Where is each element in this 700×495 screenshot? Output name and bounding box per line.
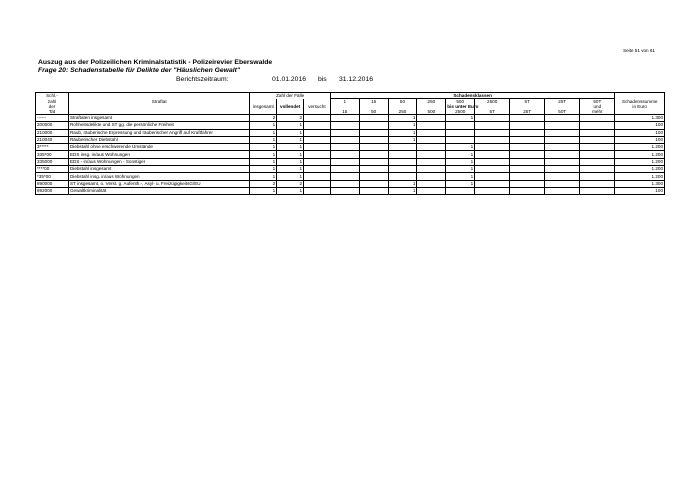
- cell-insgesamt: 1: [250, 158, 277, 165]
- date-bis: bis: [318, 76, 327, 83]
- cell-class-count: [388, 166, 417, 173]
- cell-class-count: 1: [388, 180, 417, 187]
- date-to: 31.12.2016: [339, 76, 374, 83]
- cell-class-count: [545, 151, 580, 158]
- cell-class-count: [545, 166, 580, 173]
- to-value: 50T: [545, 109, 580, 115]
- table-row: [36, 129, 665, 136]
- table-row: [36, 180, 665, 187]
- header-schadenssumme-2: in Euro: [615, 104, 665, 109]
- table-row: [36, 115, 665, 122]
- cell-code: ****00: [36, 166, 69, 173]
- cell-class-count: [388, 151, 417, 158]
- cell-class-count: 1: [446, 151, 475, 158]
- cell-class-count: [545, 115, 580, 122]
- cell-class-count: [475, 151, 510, 158]
- cell-vollendet: 1: [277, 136, 304, 143]
- cell-class-count: [330, 129, 359, 136]
- cell-class-count: [359, 122, 388, 129]
- header-insgesamt: insgesamt: [250, 104, 277, 109]
- cell-code: 892000: [36, 187, 69, 194]
- cell-straftat: Gewaltkriminalität: [68, 187, 249, 194]
- table-row: [36, 166, 665, 173]
- cell-class-count: [580, 187, 615, 194]
- cell-class-count: 1: [388, 136, 417, 143]
- table-header: [36, 93, 665, 115]
- cell-class-count: 1: [446, 166, 475, 173]
- cell-versucht: [304, 144, 331, 151]
- cell-class-count: [359, 158, 388, 165]
- header-versucht: versucht: [304, 104, 331, 109]
- cell-class-count: [545, 173, 580, 180]
- from-value: 5T: [510, 99, 545, 105]
- table-body: [36, 115, 665, 195]
- cell-insgesamt: 1: [250, 122, 277, 129]
- cell-insgesamt: 1: [250, 129, 277, 136]
- header-bis-unter-euro: bis unter Euro: [447, 104, 479, 109]
- cell-vollendet: 1: [277, 173, 304, 180]
- cell-insgesamt: 1: [250, 151, 277, 158]
- header-schl-1: Schl.-: [36, 93, 69, 99]
- cell-schadenssumme: 1.200: [615, 173, 665, 180]
- to-value: 250: [388, 109, 417, 115]
- cell-class-count: [446, 122, 475, 129]
- cell-straftat: Räuberischer Diebstahl: [68, 136, 249, 143]
- to-value: 25T: [510, 109, 545, 115]
- cell-insgesamt: 2: [250, 115, 277, 122]
- cell-schadenssumme: 100: [615, 187, 665, 194]
- to-value: 15: [330, 109, 359, 115]
- cell-class-count: [417, 144, 446, 151]
- cell-class-count: [359, 166, 388, 173]
- cell-class-count: [580, 136, 615, 143]
- cell-versucht: [304, 122, 331, 129]
- cell-versucht: [304, 129, 331, 136]
- cell-class-count: [475, 122, 510, 129]
- cell-code: 210000: [36, 129, 69, 136]
- header-und: und: [580, 104, 615, 109]
- cell-class-count: [510, 180, 545, 187]
- cell-class-count: [417, 166, 446, 173]
- cell-class-count: [545, 136, 580, 143]
- cell-vollendet: 1: [277, 158, 304, 165]
- cell-straftat: Diebstahl ohne erschwerende Umstände: [68, 144, 249, 151]
- cell-class-count: [330, 136, 359, 143]
- cell-versucht: [304, 187, 331, 194]
- cell-class-count: [545, 129, 580, 136]
- cell-class-count: [545, 158, 580, 165]
- cell-class-count: [510, 144, 545, 151]
- cell-code: 890000: [36, 180, 69, 187]
- cell-vollendet: 1: [277, 151, 304, 158]
- cell-class-count: [417, 136, 446, 143]
- cell-class-count: [475, 173, 510, 180]
- cell-class-count: [510, 151, 545, 158]
- cell-code: 200000: [36, 122, 69, 129]
- cell-schadenssumme: 100: [615, 122, 665, 129]
- cell-versucht: [304, 151, 331, 158]
- cell-class-count: 1: [446, 173, 475, 180]
- cell-schadenssumme: 1.200: [615, 158, 665, 165]
- cell-schadenssumme: 1.200: [615, 144, 665, 151]
- cell-versucht: [304, 180, 331, 187]
- cell-class-count: [330, 187, 359, 194]
- cell-class-count: [475, 144, 510, 151]
- table-row: [36, 151, 665, 158]
- page-number: Seite 51 von 61: [623, 48, 655, 53]
- from-value: 2500: [475, 99, 510, 105]
- date-from: 01.01.2016: [272, 76, 307, 83]
- cell-class-count: [510, 136, 545, 143]
- cell-class-count: [510, 122, 545, 129]
- cell-class-count: 1: [446, 144, 475, 151]
- cell-code: *35*00: [36, 173, 69, 180]
- to-value: mehr: [580, 109, 615, 115]
- header-vollendet: vollendet: [277, 104, 304, 109]
- cell-class-count: [359, 115, 388, 122]
- cell-class-count: [475, 158, 510, 165]
- cell-versucht: [304, 158, 331, 165]
- from-value: 50T: [580, 99, 615, 105]
- cell-class-count: [446, 129, 475, 136]
- cell-vollendet: 2: [277, 180, 304, 187]
- cell-class-count: [580, 173, 615, 180]
- cell-class-count: [510, 173, 545, 180]
- header-schadensklassen: Schadensklassen: [330, 93, 615, 99]
- cell-class-count: [417, 115, 446, 122]
- cell-schadenssumme: 1.300: [615, 115, 665, 122]
- cell-class-count: [330, 144, 359, 151]
- cell-insgesamt: 2: [250, 180, 277, 187]
- cell-vollendet: 1: [277, 122, 304, 129]
- cell-straftat: EDS - in/aus Wohnungen - Sonstiger: [68, 158, 249, 165]
- cell-class-count: 1: [388, 115, 417, 122]
- cell-class-count: [446, 187, 475, 194]
- cell-code: 210040: [36, 136, 69, 143]
- header-straftat: Straftat: [68, 99, 249, 105]
- table-row: [36, 136, 665, 143]
- cell-class-count: [475, 166, 510, 173]
- cell-straftat: Straftaten insgesamt: [68, 115, 249, 122]
- cell-class-count: [545, 122, 580, 129]
- damage-table: [35, 92, 665, 195]
- cell-code: ------: [36, 115, 69, 122]
- cell-class-count: 1: [388, 129, 417, 136]
- cell-class-count: 1: [446, 180, 475, 187]
- cell-straftat: Diebstahl insg. in/aus Wohnungen: [68, 173, 249, 180]
- cell-class-count: [417, 151, 446, 158]
- cell-straftat: EDS insg. in/aus Wohnungen: [68, 151, 249, 158]
- cell-versucht: [304, 136, 331, 143]
- cell-class-count: [545, 187, 580, 194]
- cell-class-count: [330, 122, 359, 129]
- table-row: [36, 173, 665, 180]
- cell-class-count: [580, 122, 615, 129]
- table-row: [36, 122, 665, 129]
- to-value: 5T: [475, 109, 510, 115]
- cell-class-count: [580, 158, 615, 165]
- cell-code: 3*****: [36, 144, 69, 151]
- cell-class-count: 1: [388, 122, 417, 129]
- cell-class-count: [330, 166, 359, 173]
- cell-class-count: [330, 158, 359, 165]
- report-title: Auszug aus der Polizeilichen Kriminalstatistik - Polizeirevier Eberswalde: [38, 59, 273, 66]
- cell-class-count: [330, 115, 359, 122]
- table-row: [36, 187, 665, 194]
- table-row: [36, 158, 665, 165]
- cell-insgesamt: 1: [250, 173, 277, 180]
- cell-class-count: [359, 187, 388, 194]
- cell-versucht: [304, 173, 331, 180]
- cell-insgesamt: 1: [250, 166, 277, 173]
- cell-class-count: [580, 166, 615, 173]
- cell-class-count: [359, 136, 388, 143]
- period-label: Berichtszeitraum:: [176, 76, 229, 83]
- cell-class-count: [330, 173, 359, 180]
- cell-class-count: [388, 173, 417, 180]
- cell-straftat: Raub, räuberische Erpressung und räuberischer Angriff auf Kraftfahrer: [68, 129, 249, 136]
- to-value: 50: [359, 109, 388, 115]
- header-schl-2: zahl: [36, 99, 69, 105]
- cell-class-count: [359, 144, 388, 151]
- cell-class-count: [417, 122, 446, 129]
- cell-class-count: [330, 180, 359, 187]
- from-value: 25T: [545, 99, 580, 105]
- cell-class-count: [417, 129, 446, 136]
- from-value: 15: [359, 99, 388, 105]
- from-value: 250: [417, 99, 446, 105]
- cell-class-count: [510, 187, 545, 194]
- cell-insgesamt: 1: [250, 187, 277, 194]
- cell-class-count: 1: [446, 158, 475, 165]
- cell-class-count: [359, 180, 388, 187]
- cell-code: 335000: [36, 158, 69, 165]
- cell-class-count: [510, 166, 545, 173]
- cell-insgesamt: 1: [250, 144, 277, 151]
- cell-straftat: Diebstahl insgesamt: [68, 166, 249, 173]
- cell-versucht: [304, 166, 331, 173]
- cell-class-count: [475, 187, 510, 194]
- cell-code: 335*00: [36, 151, 69, 158]
- cell-class-count: 1: [446, 115, 475, 122]
- cell-class-count: [580, 115, 615, 122]
- cell-class-count: [580, 180, 615, 187]
- cell-schadenssumme: 1.200: [615, 151, 665, 158]
- header-schl-4: Tat: [36, 109, 69, 115]
- cell-straftat: ST insgesamt, o. Verst. g. Aufenth.-, Asyl- u. FreizügigkeitsG/EU: [68, 180, 249, 187]
- cell-class-count: [475, 180, 510, 187]
- cell-class-count: [475, 129, 510, 136]
- cell-class-count: [388, 144, 417, 151]
- cell-schadenssumme: 100: [615, 129, 665, 136]
- cell-class-count: [545, 180, 580, 187]
- cell-class-count: [330, 151, 359, 158]
- cell-versucht: [304, 115, 331, 122]
- cell-vollendet: 1: [277, 144, 304, 151]
- cell-class-count: [580, 129, 615, 136]
- cell-class-count: [417, 187, 446, 194]
- cell-vollendet: 2: [277, 115, 304, 122]
- cell-vollendet: 1: [277, 129, 304, 136]
- from-value: 500: [446, 99, 475, 105]
- cell-class-count: [580, 144, 615, 151]
- cell-class-count: [580, 151, 615, 158]
- from-value: 50: [388, 99, 417, 105]
- cell-class-count: [510, 129, 545, 136]
- cell-class-count: [510, 115, 545, 122]
- cell-class-count: [417, 158, 446, 165]
- cell-class-count: [417, 173, 446, 180]
- cell-schadenssumme: 1.200: [615, 166, 665, 173]
- cell-vollendet: 1: [277, 166, 304, 173]
- cell-vollendet: 1: [277, 187, 304, 194]
- header-schl-3: der: [36, 104, 69, 109]
- to-value: 500: [417, 109, 446, 115]
- table-row: [36, 144, 665, 151]
- cell-class-count: [417, 180, 446, 187]
- cell-class-count: [510, 158, 545, 165]
- cell-schadenssumme: 1.300: [615, 180, 665, 187]
- cell-insgesamt: 1: [250, 136, 277, 143]
- cell-class-count: [475, 115, 510, 122]
- cell-class-count: [359, 173, 388, 180]
- cell-class-count: 1: [388, 187, 417, 194]
- to-value: 2500: [446, 109, 475, 115]
- header-schadenssumme-1: Schadenssumme: [615, 99, 665, 105]
- cell-class-count: [446, 136, 475, 143]
- cell-class-count: [359, 151, 388, 158]
- cell-class-count: [545, 144, 580, 151]
- cell-straftat: Rohheitsdelikte und ST gg. die persönliche Freiheit: [68, 122, 249, 129]
- header-zahl-faelle: Zahl der Fälle: [250, 93, 330, 99]
- cell-schadenssumme: 100: [615, 136, 665, 143]
- from-value: 1: [330, 99, 359, 105]
- cell-class-count: [359, 129, 388, 136]
- cell-class-count: [475, 136, 510, 143]
- cell-class-count: [388, 158, 417, 165]
- report-subtitle: Frage 20: Schadenstabelle für Delikte der "Häuslichen Gewalt": [38, 67, 241, 74]
